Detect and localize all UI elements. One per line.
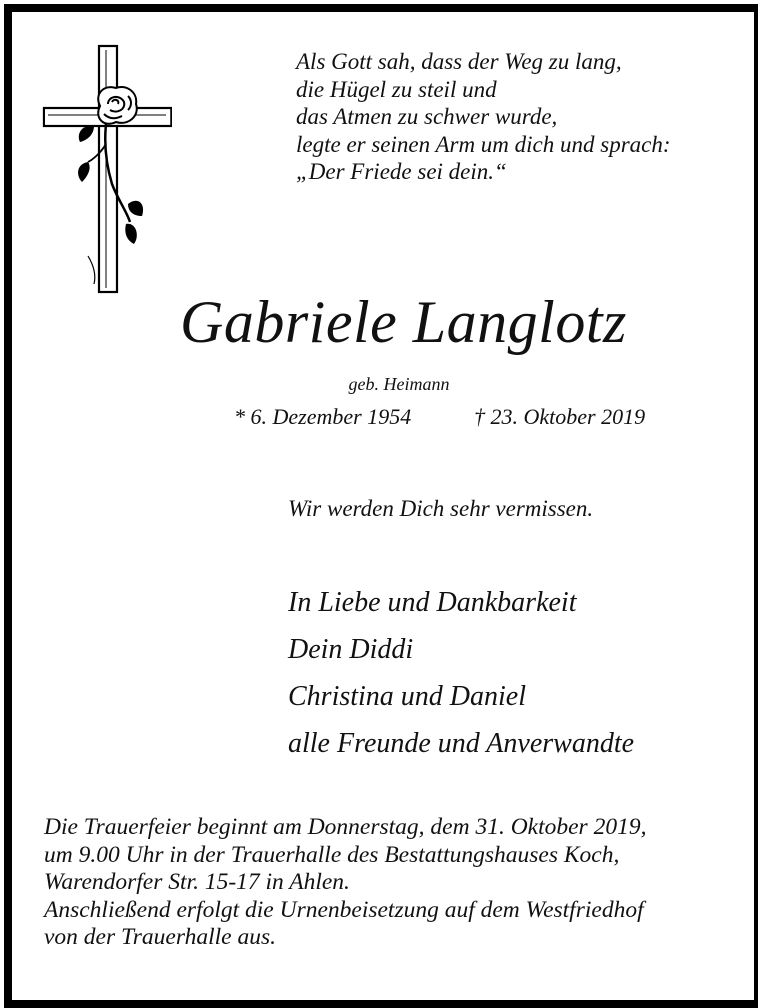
signer-line: Christina und Daniel — [288, 681, 527, 712]
signer-line: Dein Diddi — [288, 634, 414, 665]
death-date: † 23. Oktober 2019 — [474, 404, 646, 429]
signer-line: In Liebe und Dankbarkeit — [288, 587, 577, 618]
deceased-name: Gabriele Langlotz — [180, 289, 627, 355]
service-line: Anschließend erfolgt die Urnenbeisetzung auf dem Westfriedhof — [44, 896, 644, 923]
poem-line: „Der Friede sei dein.“ — [296, 159, 507, 184]
poem-verse — [296, 48, 671, 186]
signer-line: alle Freunde und Anverwandte — [288, 728, 635, 759]
obituary-notice — [4, 4, 758, 1008]
poem-line: das Atmen zu schwer wurde, — [296, 104, 558, 129]
cross-with-rose-icon — [42, 44, 172, 304]
signers-block — [288, 579, 634, 767]
maiden-name: geb. Heimann — [348, 374, 450, 394]
service-line: um 9.00 Uhr in der Trauerhalle des Bestattungshauses Koch, — [44, 841, 620, 868]
poem-line: die Hügel zu steil und — [296, 76, 497, 102]
service-information — [44, 814, 646, 952]
service-line: von der Trauerhalle aus. — [44, 924, 276, 951]
birth-date: * 6. Dezember 1954 — [234, 404, 412, 429]
poem-line: Als Gott sah, dass der Weg zu lang, — [296, 49, 622, 74]
poem-line: legte er seinen Arm um dich und sprach: — [296, 131, 671, 157]
service-line: Warendorfer Str. 15-17 in Ahlen. — [44, 869, 350, 896]
service-line: Die Trauerfeier beginnt am Donnerstag, dem 31. Oktober 2019, — [44, 814, 647, 840]
farewell-message: Wir werden Dich sehr vermissen. — [288, 496, 594, 521]
